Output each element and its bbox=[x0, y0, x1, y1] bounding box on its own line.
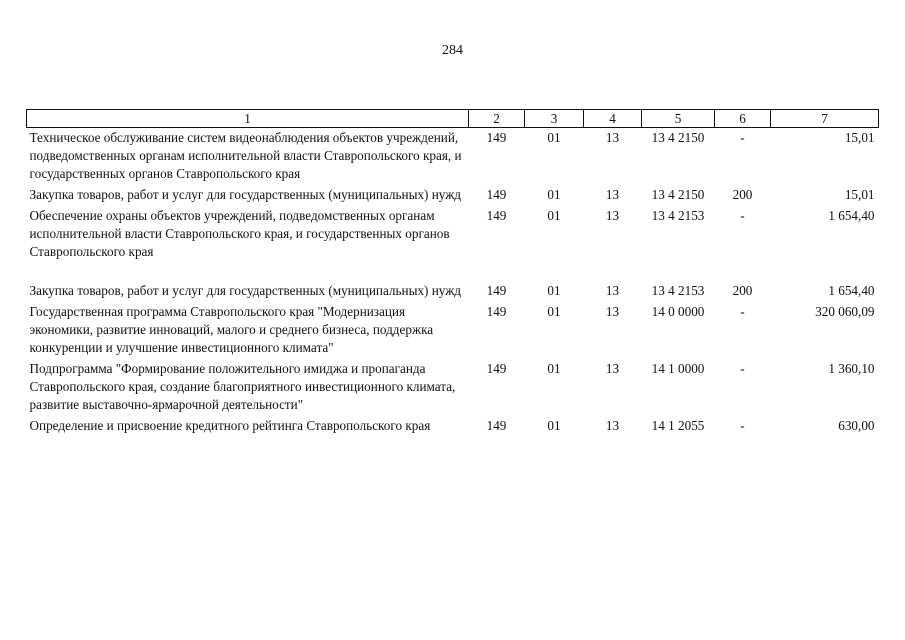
cell-amount: 1 360,10 bbox=[828, 361, 875, 376]
cell-type: - bbox=[740, 304, 745, 319]
row-description: Государственная программа Ставропольского края "Модернизация экономики, развитие инноваций, малого и среднего бизнеса, поддержка конкуренции и улучшение инвестиционного климата" bbox=[29, 304, 434, 355]
cell-amount: 1 654,40 bbox=[828, 208, 875, 223]
column-header: 3 bbox=[525, 110, 584, 128]
table-row bbox=[27, 281, 879, 302]
column-header: 4 bbox=[584, 110, 642, 128]
table-row bbox=[27, 206, 879, 281]
cell-code: 149 bbox=[486, 283, 507, 298]
cell-amount: 1 654,40 bbox=[828, 283, 875, 298]
cell-section: 01 bbox=[547, 283, 561, 298]
row-description: Техническое обслуживание систем видеонаблюдения объектов учреждений, подведомственных органам исполнительной власти Ставропольского края, и государственных органов Ставропольского края bbox=[29, 130, 462, 181]
cell-amount: 630,00 bbox=[838, 418, 875, 433]
cell-target: 14 1 0000 bbox=[651, 361, 705, 376]
row-description: Обеспечение охраны объектов учреждений, подведомственных органам исполнительной власти Ставропольского края, и государственных органов Ставропольского края bbox=[29, 208, 450, 259]
cell-subsection: 13 bbox=[605, 208, 620, 223]
cell-amount: 320 060,09 bbox=[815, 304, 875, 319]
cell-section: 01 bbox=[547, 361, 561, 376]
cell-section: 01 bbox=[547, 304, 561, 319]
row-description: Закупка товаров, работ и услуг для государственных (муниципальных) нужд bbox=[29, 187, 462, 202]
cell-amount: 15,01 bbox=[844, 130, 875, 145]
cell-type: - bbox=[740, 361, 745, 376]
cell-target: 13 4 2153 bbox=[651, 283, 705, 298]
table-header-row bbox=[27, 110, 879, 128]
cell-target: 13 4 2153 bbox=[651, 208, 705, 223]
cell-type: 200 bbox=[732, 187, 753, 202]
cell-subsection: 13 bbox=[605, 361, 620, 376]
cell-code: 149 bbox=[486, 304, 507, 319]
cell-type: - bbox=[740, 130, 745, 145]
table-row bbox=[27, 416, 879, 437]
cell-subsection: 13 bbox=[605, 304, 620, 319]
column-header: 1 bbox=[27, 110, 469, 128]
cell-type: - bbox=[740, 418, 745, 433]
column-header: 6 bbox=[715, 110, 771, 128]
cell-target: 13 4 2150 bbox=[651, 130, 705, 145]
row-description: Подпрограмма "Формирование положительного имиджа и пропаганда Ставропольского края, создание благоприятного инвестиционного климата, развитие выставочно-ярмарочной деятельности" bbox=[29, 361, 456, 412]
cell-subsection: 13 bbox=[605, 283, 620, 298]
cell-section: 01 bbox=[547, 187, 561, 202]
column-header: 7 bbox=[771, 110, 879, 128]
table-row bbox=[27, 359, 879, 416]
cell-code: 149 bbox=[486, 361, 507, 376]
cell-subsection: 13 bbox=[605, 187, 620, 202]
cell-type: 200 bbox=[732, 283, 753, 298]
cell-target: 14 0 0000 bbox=[651, 304, 705, 319]
cell-code: 149 bbox=[486, 208, 507, 223]
row-description: Закупка товаров, работ и услуг для государственных (муниципальных) нужд bbox=[29, 283, 462, 298]
cell-subsection: 13 bbox=[605, 418, 620, 433]
cell-code: 149 bbox=[486, 130, 507, 145]
page-number: 284 bbox=[442, 43, 463, 58]
column-header: 2 bbox=[469, 110, 525, 128]
cell-section: 01 bbox=[547, 418, 561, 433]
cell-code: 149 bbox=[486, 418, 507, 433]
cell-target: 13 4 2150 bbox=[651, 187, 705, 202]
row-description: Определение и присвоение кредитного рейтинга Ставропольского края bbox=[29, 418, 431, 433]
cell-amount: 15,01 bbox=[844, 187, 875, 202]
table-row bbox=[27, 302, 879, 359]
budget-table bbox=[26, 109, 879, 437]
cell-section: 01 bbox=[547, 208, 561, 223]
table-row bbox=[27, 185, 879, 206]
cell-subsection: 13 bbox=[605, 130, 620, 145]
cell-target: 14 1 2055 bbox=[651, 418, 705, 433]
cell-code: 149 bbox=[486, 187, 507, 202]
column-header: 5 bbox=[642, 110, 715, 128]
table-row bbox=[27, 128, 879, 186]
cell-type: - bbox=[740, 208, 745, 223]
cell-section: 01 bbox=[547, 130, 561, 145]
